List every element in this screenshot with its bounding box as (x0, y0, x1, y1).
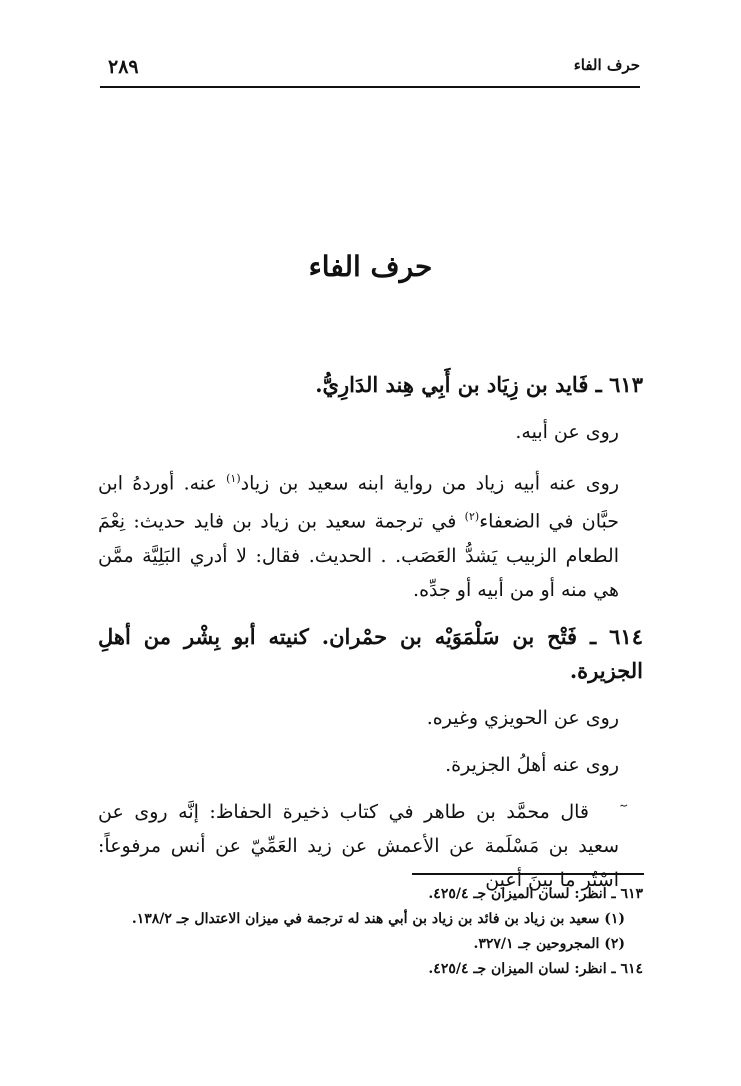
footnote-ref-1: (١) (226, 472, 241, 485)
footnote-614: ٦١٤ ـ انظر: لسان الميزان جـ ٤٢٥/٤. (428, 961, 643, 977)
entry-613-heading: ٦١٣ ـ فَايد بن زِيَاد بن أَبِي هِند الدَارِيُّ. (315, 372, 643, 397)
margin-mark (589, 801, 619, 823)
entry-613-text-c: في ترجمة سعيد بن زياد بن فايد حديث: نِعْمَ الطعام الزبيب يَشدُّ العَصَب. . الحديث. فقال: لا أدري البَلِيَّة ممَّن هي منه أو من أبيه أو جدِّه. (98, 510, 619, 601)
main-text (98, 368, 643, 910)
entry-613-narrates-from: روى عن أبيه. (515, 421, 619, 443)
page-number: ٢٨٩ (108, 56, 139, 78)
chapter-title: حرف الفاء (308, 250, 433, 283)
entry-613-text-a: روى عنه أبيه زياد من رواية ابنه سعيد بن زياد (240, 472, 619, 495)
footnote-divider (412, 873, 644, 875)
footnote-ref-2: (٢) (464, 510, 480, 524)
entry-613-text-b: عنه. أوردهُ ابن حبَّان في الضعفاء (98, 472, 619, 533)
running-title: حرف الفاء (573, 56, 640, 74)
entry-614-narrated-by: روى عنه أهلُ الجزيرة. (445, 753, 619, 776)
entry-614-narrates-from: روى عن الحويزي وغيره. (426, 706, 619, 729)
entry-613-paragraph (98, 462, 643, 607)
running-header (100, 56, 640, 88)
footnote-613: ٦١٣ ـ انظر: لسان الميزان جـ ٤٢٥/٤. (428, 886, 643, 902)
footnote-2: (٢) المجروحين جـ ٣٢٧/١. (473, 936, 625, 952)
entry-614-quote-text: قال محمَّد بن طاهر في كتاب ذخيرة الحفاظ: إنَّه روى عن سعيد بن مَسْلَمة عن الأعمش عن زيد العَمِّيّ عن أنس مرفوعاً: اسْتُر ما بينَ أعين (98, 800, 619, 891)
entry-614-heading: ٦١٤ ـ فَتْح بن سَلْمَوَيْه بن حمْران. كنيته أبو بِشْر من أهلِ الجزيرة. (98, 623, 643, 683)
footnote-1: (١) سعيد بن زياد بن فائد بن زياد بن أبي هند له ترجمة في ميزان الاعتدال جـ ١٣٨/٢. (131, 911, 625, 927)
footnotes (98, 882, 643, 982)
